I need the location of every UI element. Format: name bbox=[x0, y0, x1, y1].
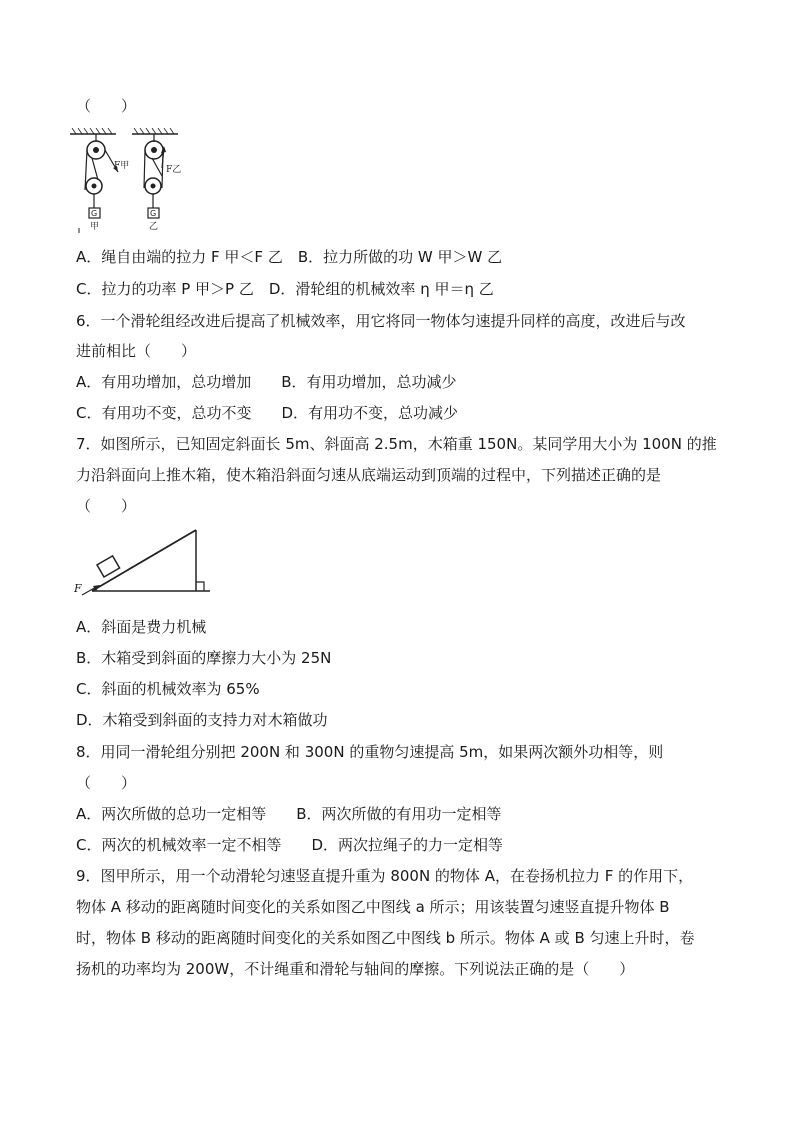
force-yi-label: F乙 bbox=[166, 165, 182, 175]
q7-option-a: A．斜面是费力机械 bbox=[76, 618, 207, 636]
q7-option-c: C．斜面的机械效率为 65% bbox=[76, 680, 260, 698]
force-jia-label: F甲 bbox=[114, 161, 130, 171]
figure-jia-label: 甲 bbox=[90, 222, 100, 232]
q6-stem-2: 进前相比（ ） bbox=[76, 342, 197, 360]
q8-options-ab: A．两次所做的总功一定相等 B．两次所做的有用功一定相等 bbox=[76, 805, 502, 823]
incline-force-label: F bbox=[74, 582, 82, 595]
q8-stem-2: （ ） bbox=[76, 774, 137, 792]
q7-option-b: B．木箱受到斜面的摩擦力大小为 25N bbox=[76, 649, 332, 667]
figure-yi-label: 乙 bbox=[149, 222, 159, 232]
q9-stem-1: 9．图甲所示，用一个动滑轮匀速竖直提升重为 800N 的物体 A，在卷扬机拉力 F 的作用下， bbox=[76, 867, 694, 885]
incline-figure bbox=[72, 528, 217, 600]
q8-stem-1: 8．用同一滑轮组分别把 200N 和 300N 的重物匀速提高 5m，如果两次额外功相等，则 bbox=[76, 743, 664, 761]
q6-options-cd: C．有用功不变，总功不变 D．有用功不变，总功减少 bbox=[76, 404, 459, 422]
q6-stem-1: 6．一个滑轮组经改进后提高了机械效率，用它将同一物体匀速提升同样的高度，改进后与改 bbox=[76, 312, 686, 330]
weight-yi-label: G bbox=[150, 209, 157, 218]
q7-stem-1: 7．如图所示，已知固定斜面长 5m、斜面高 2.5m，木箱重 150N。某同学用大小为 100N 的推 bbox=[76, 435, 717, 453]
q7-stem-2: 力沿斜面向上推木箱，使木箱沿斜面匀速从底端运动到顶端的过程中，下列描述正确的是 bbox=[76, 466, 662, 484]
q7-stem-3: （ ） bbox=[76, 497, 137, 515]
q7-option-d: D．木箱受到斜面的支持力对木箱做功 bbox=[76, 711, 328, 729]
q5-answer-bracket: （ ） bbox=[76, 97, 137, 115]
q9-stem-2: 物体 A 移动的距离随时间变化的关系如图乙中图线 a 所示；用该装置匀速竖直提升物体 B bbox=[76, 898, 670, 916]
q8-options-cd: C．两次的机械效率一定不相等 D．两次拉绳子的力一定相等 bbox=[76, 836, 504, 854]
q5-options-ab: A．绳自由端的拉力 F 甲＜F 乙 B．拉力所做的功 W 甲＞W 乙 bbox=[76, 248, 503, 266]
q6-options-ab: A．有用功增加，总功增加 B．有用功增加，总功减少 bbox=[76, 373, 457, 391]
q9-stem-4: 扬机的功率均为 200W，不计绳重和滑轮与轴间的摩擦。下列说法正确的是（ ） bbox=[76, 960, 635, 978]
weight-jia-label: G bbox=[91, 209, 98, 218]
q5-options-cd: C．拉力的功率 P 甲＞P 乙 D．滑轮组的机械效率 η 甲＝η 乙 bbox=[76, 280, 494, 298]
pulley-system-figure bbox=[70, 128, 200, 236]
q9-stem-3: 时，物体 B 移动的距离随时间变化的关系如图乙中图线 b 所示。物体 A 或 B 匀速上升时，卷 bbox=[76, 929, 695, 947]
